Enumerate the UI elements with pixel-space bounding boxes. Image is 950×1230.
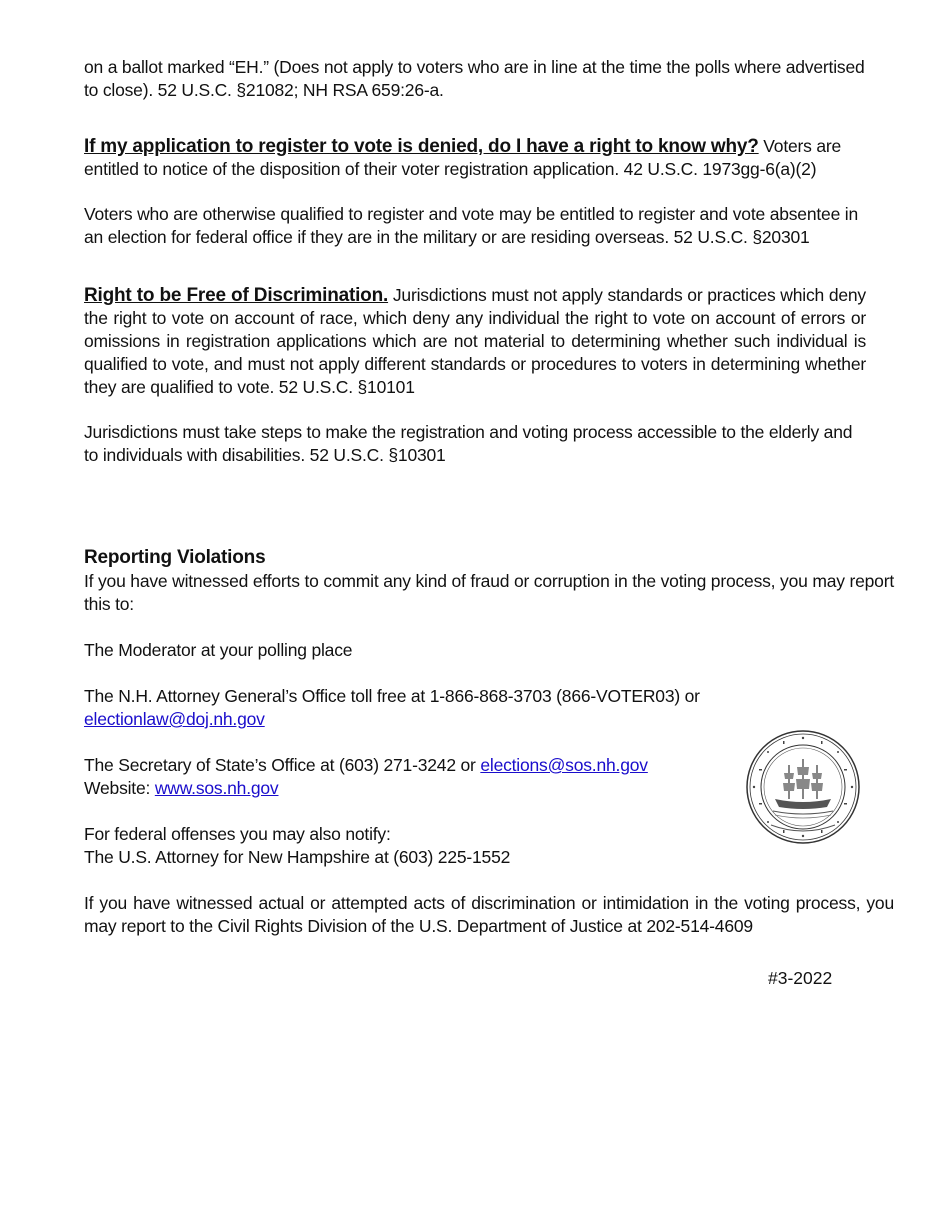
discrimination-body: Jurisdictions must not apply standards or practices which deny the right to vote on account of race, which deny any individual the right to vote on account of errors or omissions in registration applications which are not material to determining whether such individual is qualified to vote, and must not apply different standards or procedures to voters in determining whether they are qualified to vote. 52 U.S.C. §10101	[84, 285, 866, 397]
secretary-of-state-text: The Secretary of State’s Office at (603) 271-3242 or	[84, 755, 481, 775]
denied-paragraph	[84, 135, 866, 181]
attorney-general-email-link[interactable]: electionlaw@doj.nh.gov	[84, 709, 265, 729]
state-seal-icon	[745, 729, 861, 845]
website-label: Website:	[84, 778, 155, 798]
secretary-of-state-email-link[interactable]: elections@sos.nh.gov	[480, 755, 648, 775]
military-paragraph: Voters who are otherwise qualified to register and vote may be entitled to register and vote absentee in an election for federal office if they are in the military or are residing overseas. 52 U.S.C. §20301	[84, 204, 858, 247]
intro-paragraph: on a ballot marked “EH.” (Does not apply to voters who are in line at the time the polls where advertised to close). 52 U.S.C. §21082; NH RSA 659:26-a.	[84, 57, 865, 100]
attorney-general-text: The N.H. Attorney General’s Office toll free at 1-866-868-3703 (866-VOTER03) or	[84, 686, 700, 706]
form-code: #3-2022	[768, 968, 833, 988]
denied-body: Voters are entitled to notice of the disposition of their voter registration application. 42 U.S.C. 1973gg-6(a)(2)	[84, 136, 842, 179]
federal-intro: For federal offenses you may also notify:	[84, 824, 391, 844]
us-attorney-line: The U.S. Attorney for New Hampshire at (603) 225-1552	[84, 847, 511, 867]
denied-heading: If my application to register to vote is denied, do I have a right to know why?	[84, 136, 759, 157]
discrimination-paragraph	[84, 284, 866, 399]
reporting-heading: Reporting Violations	[84, 547, 266, 568]
website-link[interactable]: www.sos.nh.gov	[154, 778, 279, 798]
moderator-line: The Moderator at your polling place	[84, 640, 353, 660]
attorney-general-line	[84, 685, 894, 731]
reporting-intro: If you have witnessed efforts to commit any kind of fraud or corruption in the voting process, you may report this to:	[84, 571, 894, 614]
accessibility-paragraph: Jurisdictions must take steps to make the registration and voting process accessible to the elderly and to individuals with disabilities. 52 U.S.C. §10301	[84, 422, 853, 465]
civil-rights-line: If you have witnessed actual or attempted acts of discrimination or intimidation in the voting process, you may report to the Civil Rights Division of the U.S. Department of Justice at 202-514-4609	[84, 893, 894, 936]
discrimination-heading: Right to be Free of Discrimination.	[84, 285, 389, 306]
